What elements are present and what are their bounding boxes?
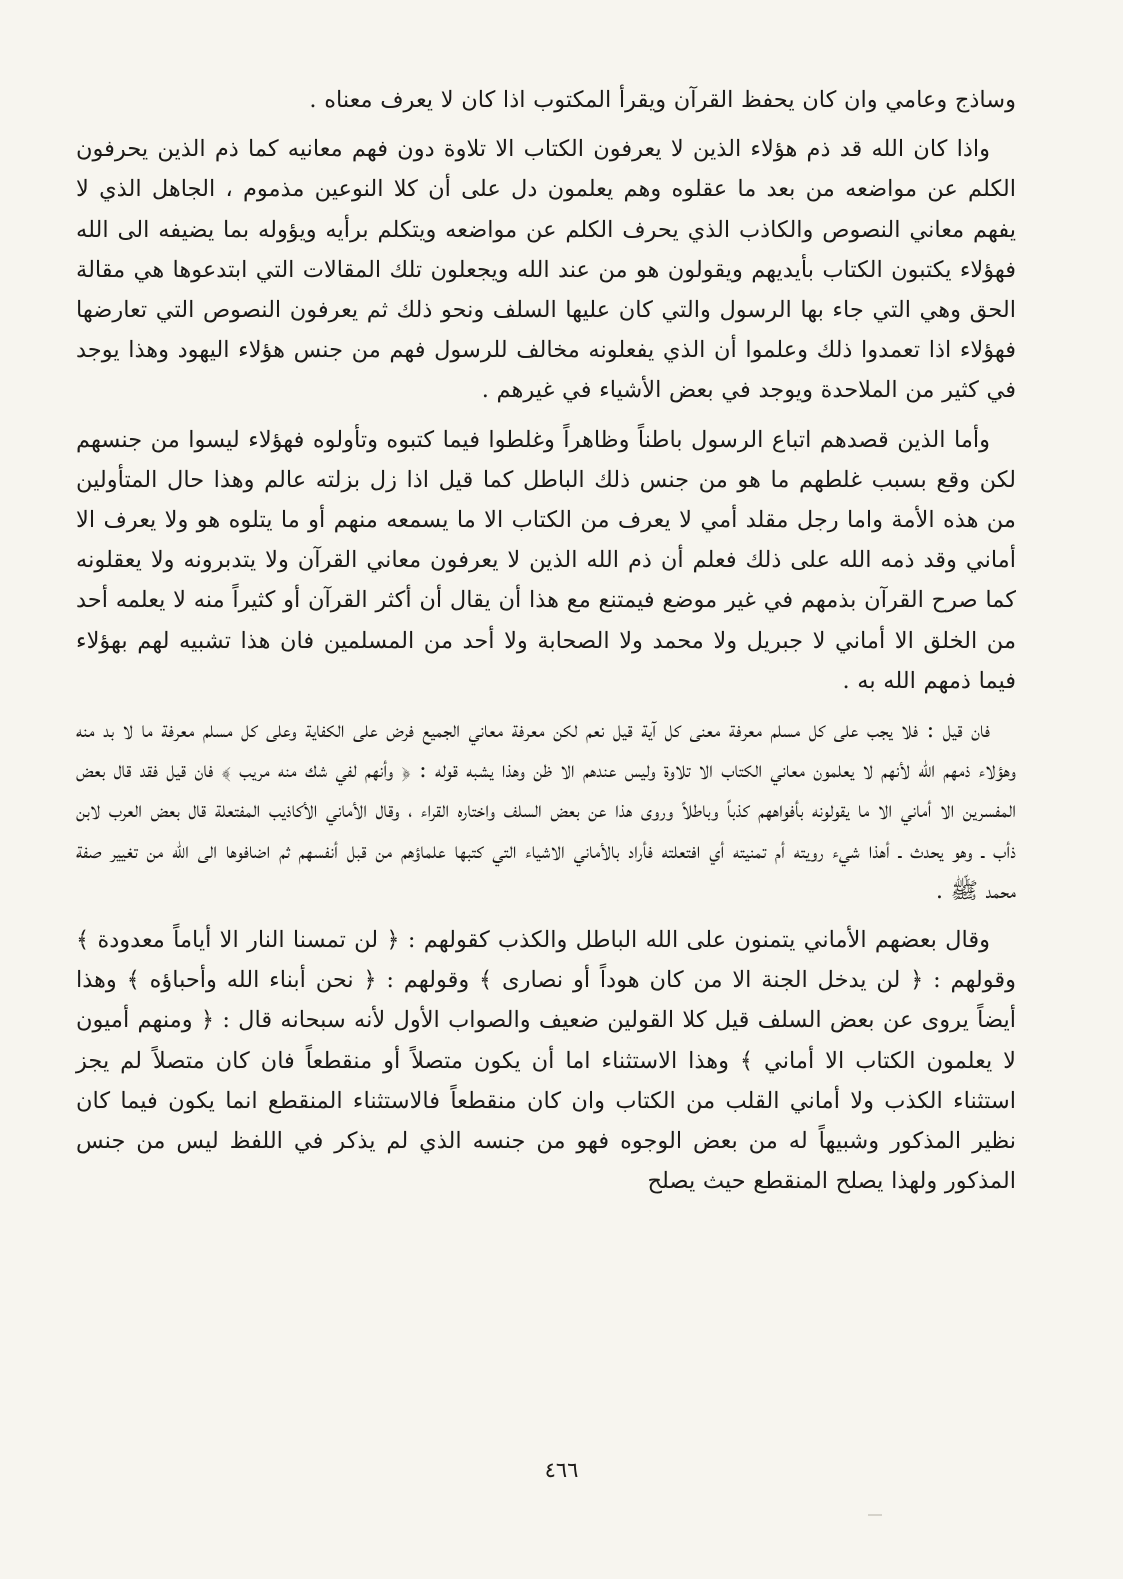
paragraph-2: واذا كان الله قد ذم هؤلاء الذين لا يعرفون الكتاب الا تلاوة دون فهم معانيه كما ذم الذين يحرفون الكلم عن مواضعه من بعد ما عقلوه وهم يعلمون دل على أن كلا النوعين مذموم ، الجاهل الذي لا يفهم معاني النصوص والكاذب الذي يحرف الكلم عن مواضعه ويتكلم برأيه ويؤوله بما يضيفه الى الله فهؤلاء يكتبون الكتاب بأيديهم ويقولون هو من عند الله ويجعلون تلك المقالات التي ابتدعوها هي مقالة الحق وهي التي جاء بها الرسول والتي كان عليها السلف ونحو ذلك ثم يعرفون النصوص التي تعارضها فهؤلاء اذا تعمدوا ذلك وعلموا أن الذي يفعلونه مخالف للرسول فهم من جنس هؤلاء اليهود وهذا يوجد في كثير من الملاحدة ويوجد في بعض الأشياء في غيرهم . (76, 136, 1016, 404)
paragraph-3: وأما الذين قصدهم اتباع الرسول باطناً وظاهراً وغلطوا فيما كتبوه وتأولوه فهؤلاء ليسوا من جنسهم لكن وقع بسبب غلطهم ما هو من جنس ذلك الباطل كما قيل اذا زل بزلته عالم وهذا حال المتأولين من هذه الأمة واما رجل مقلد أمي لا يعرف من الكتاب الا ما يسمعه منهم أو ما يتلوه هو ولا يعرف الا أماني وقد ذمه الله على ذلك فعلم أن ذم الله الذين لا يعرفون معاني القرآن ولا يتدبرونه ولا يعقلونه كما صرح القرآن بذمهم في غير موضع فيمتنع مع هذا أن يقال أن أكثر القرآن أو كثيراً منه لا يعلمه أحد من الخلق الا أماني لا جبريل ولا محمد ولا الصحابة ولا أحد من المسلمين فان هذا تشبيه لهم بهؤلاء فيما ذمهم الله به . (76, 426, 1016, 694)
page-number: ٤٦٦ (544, 1458, 579, 1482)
document-body (76, 80, 1016, 1210)
paragraph-1: وساذج وعامي وان كان يحفظ القرآن ويقرأ المكتوب اذا كان لا يعرف معناه . (309, 87, 1016, 113)
paragraph-5: وقال بعضهم الأماني يتمنون على الله الباطل والكذب كقولهم : ﴿ لن تمسنا النار الا أياماً معدودة ﴾ وقولهم : ﴿ لن يدخل الجنة الا من كان هوداً أو نصارى ﴾ وقولهم : ﴿ نحن أبناء الله وأحباؤه ﴾ وهذا أيضاً يروى عن بعض السلف قيل كلا القولين ضعيف والصواب الأول لأنه سبحانه قال : ﴿ ومنهم أميون لا يعلمون الكتاب الا أماني ﴾ وهذا الاستثناء اما أن يكون متصلاً أو منقطعاً فان كان متصلاً لم يجز استثناء الكذب ولا أماني القلب من الكتاب وان كان منقطعاً فالاستثناء المنقطع انما يكون فيما كان نظير المذكور وشبيهاً له من بعض الوجوه فهو من جنسه الذي لم يذكر في اللفظ ليس من جنس المذكور ولهذا يصلح المنقطع حيث يصلح (76, 927, 1016, 1195)
paragraph-4: فان قيل : فلا يجب على كل مسلم معرفة معنى كل آية قيل نعم لكن معرفة معاني الجميع فرض على الكفاية وعلى كل مسلم معرفة ما لا بد منه وهؤلاء ذمهم الله لأنهم لا يعلمون معاني الكتاب الا تلاوة وليس عندهم الا ظن وهذا يشبه قوله : ﴿ وأنهم لفي شك منه مريب ﴾ فان قيل فقد قال بعض المفسرين الا أماني الا ما يقولونه بأفواههم كذباً وباطلاً وروى هذا عن بعض السلف واختاره القراء ، وقال الأماني الأكاذيب المفتعلة قال بعض العرب لابن ذأب ـ وهو يحدث ـ أهذا شيء رويته أم تمنيته أي افتعلته فأراد بالأماني الاشياء التي كتبها علماؤهم من قبل أنفسهم ثم اضافوها الى الله من تغيير صفة محمد ﷺ . (76, 717, 1016, 904)
scan-artifact-mark (868, 1514, 882, 1516)
